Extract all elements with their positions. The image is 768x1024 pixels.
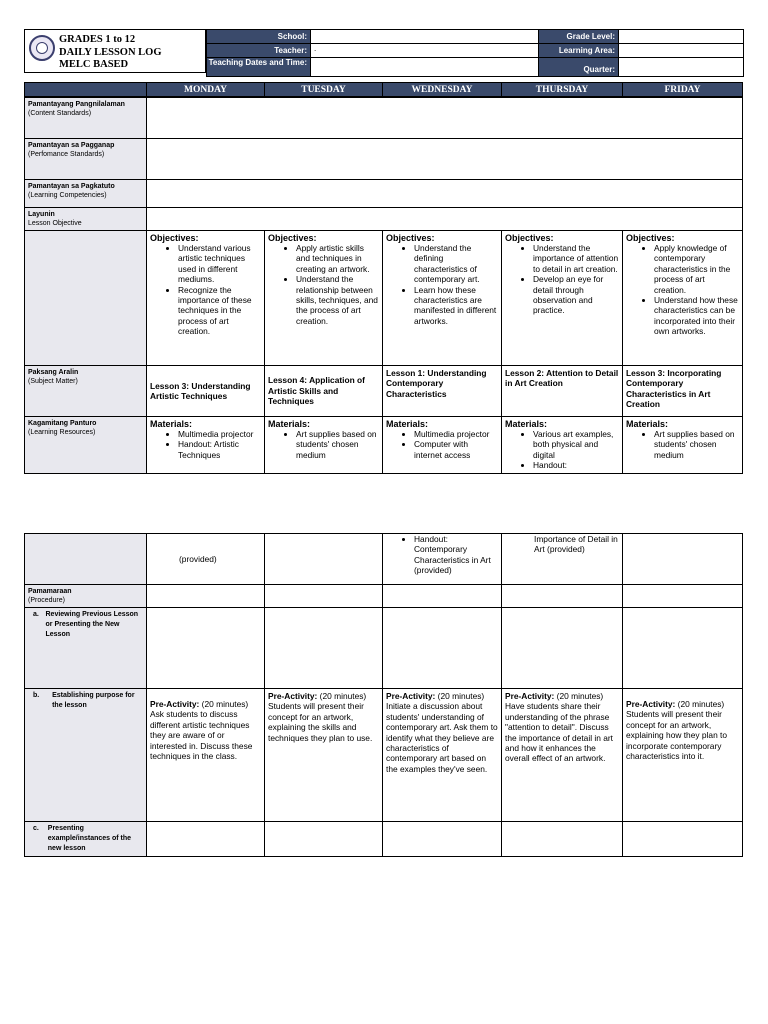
objective-item: • Recognize the importance of these techniques in the process of art creation. [178,285,261,337]
material-item: • Various art examples, both physical and digital [533,429,619,460]
lesson-log-table-page-1 [24,97,743,474]
objectives-heading: Objectives: [505,233,554,243]
resources-continued-tuesday [265,534,383,585]
pre-activity-label: Pre-Activity: [268,691,318,701]
material-item: • Handout: Contemporary Characteristics in Art (provided) [414,534,498,576]
school-field[interactable] [311,30,539,44]
reviewing-tuesday[interactable] [265,608,383,689]
objectives-friday [623,231,743,366]
reviewing-friday[interactable] [623,608,743,689]
day-header-blank [25,83,147,97]
material-item: • Art supplies based on students' chosen medium [654,429,739,460]
objectives-wednesday [383,231,502,366]
lesson-title-wednesday: Lesson 1: Understanding Contemporary Characteristics [383,366,502,417]
header-info-table [206,29,744,77]
objectives-tuesday [265,231,383,366]
procedure-tuesday[interactable] [265,585,383,608]
day-monday: MONDAY [147,83,265,97]
pre-activity-tuesday: Pre-Activity: (20 minutes) Students will present their concept for an artwork, explaining the skills and techniques they plan to use. [265,689,383,822]
objective-item: • Understand various artistic techniques used in different mediums. [178,243,261,285]
day-thursday: THURSDAY [502,83,623,97]
pre-activity-thursday: Pre-Activity: (20 minutes) Have students share their understanding of the phrase "attention to detail". Discuss the importance of detail in art and how it enhances the overall effect of an artwork. [502,689,623,822]
pre-activity-label: Pre-Activity: [626,699,676,709]
materials-tuesday [265,417,383,474]
quarter-field[interactable] [619,58,744,77]
objective-item: • Learn how these characteristics are manifested in different artworks. [414,285,498,327]
quarter-label: Quarter: [539,58,619,77]
presenting-friday[interactable] [623,822,743,857]
lesson-objective-cell[interactable] [147,208,743,231]
procedure-thursday[interactable] [502,585,623,608]
header-title-block [24,29,206,73]
content-standards-cell[interactable] [147,98,743,139]
lesson-title-thursday: Lesson 2: Attention to Detail in Art Creation [502,366,623,417]
procedure-wednesday[interactable] [383,585,502,608]
performance-standards-cell[interactable] [147,139,743,180]
objective-item: • Understand how these characteristics can be incorporated into their own artworks. [654,295,739,337]
objectives-heading: Objectives: [150,233,199,243]
grade-level-field[interactable] [619,30,744,44]
materials-heading: Materials: [626,419,669,429]
learning-competencies-label: Pamantayan sa Pagkatuto (Learning Competencies) [25,180,147,208]
performance-standards-label: Pamantayan sa Pagganap (Perfomance Standards) [25,139,147,180]
learning-area-label: Learning Area: [539,44,619,58]
objectives-heading: Objectives: [268,233,317,243]
learning-area-field[interactable] [619,44,744,58]
material-item: • Multimedia projector [414,429,498,439]
resources-continued-label [25,534,147,585]
school-label: School: [207,30,311,44]
pre-activity-label: Pre-Activity: [386,691,436,701]
procedure-label: Pamamaraan (Procedure) [25,585,147,608]
pre-activity-label: Pre-Activity: [505,691,555,701]
material-item: • Computer with internet access [414,439,498,460]
teaching-dates-field[interactable] [311,58,539,77]
objective-item: • Apply artistic skills and techniques in creating an artwork. [296,243,379,274]
materials-heading: Materials: [268,419,311,429]
resources-continued-monday: (provided) [147,534,265,585]
establishing-purpose-label: b. Establishing purpose for the lesson [25,689,147,822]
material-item: • Art supplies based on students' chosen medium [296,429,379,460]
objective-item: • Understand the defining characteristics of contemporary art. [414,243,498,285]
day-friday: FRIDAY [623,83,743,97]
pre-activity-friday: Pre-Activity: (20 minutes) Students will present their concept for an artwork, explaining how they plan to incorporate contemporary characteristics into it. [623,689,743,822]
objectives-monday [147,231,265,366]
lesson-log-table-page-2 [24,533,743,857]
lesson-objective-label: Layunin Lesson Objective [25,208,147,231]
reviewing-thursday[interactable] [502,608,623,689]
material-item: • Multimedia projector [178,429,261,439]
subject-matter-label: Paksang Aralin (Subject Matter) [25,366,147,417]
materials-heading: Materials: [150,419,193,429]
learning-competencies-cell[interactable] [147,180,743,208]
reviewing-monday[interactable] [147,608,265,689]
content-standards-label: Pamantayang Pangnilalaman (Content Standards) [25,98,147,139]
presenting-wednesday[interactable] [383,822,502,857]
day-wednesday: WEDNESDAY [383,83,502,97]
presenting-thursday[interactable] [502,822,623,857]
objectives-heading: Objectives: [626,233,675,243]
reviewing-wednesday[interactable] [383,608,502,689]
deped-seal-icon [29,35,55,61]
procedure-monday[interactable] [147,585,265,608]
materials-friday [623,417,743,474]
teacher-field[interactable]: . [311,44,539,58]
resources-continued-thursday: Importance of Detail in Art (provided) [502,534,623,585]
header-title-line-2: DAILY LESSON LOG [59,47,162,58]
learning-resources-label: Kagamitang Panturo (Learning Resources) [25,417,147,474]
pre-activity-monday: Pre-Activity: (20 minutes) Ask students to discuss different artistic techniques they are aware of or interested in. Discuss these techniques in the class. [147,689,265,822]
objectives-label-blank [25,231,147,366]
materials-heading: Materials: [505,419,548,429]
material-item: • Handout: Artistic Techniques [178,439,261,460]
materials-monday [147,417,265,474]
pre-activity-wednesday: Pre-Activity: (20 minutes) Initiate a discussion about students' understanding of contemporary art. Ask them to identify what they believe are characteristics of contemporary art based on the examples they've seen. [383,689,502,822]
resources-continued-wednesday [383,534,502,585]
objectives-heading: Objectives: [386,233,435,243]
materials-heading: Materials: [386,419,429,429]
header-title-line-1: GRADES 1 to 12 [59,34,136,45]
reviewing-lesson-label: a. Reviewing Previous Lesson or Presenting the New Lesson [25,608,147,689]
objective-item: • Develop an eye for detail through observation and practice. [533,274,619,316]
day-tuesday: TUESDAY [265,83,383,97]
lesson-title-monday: Lesson 3: Understanding Artistic Techniques [147,366,265,417]
objective-item: • Apply knowledge of contemporary characteristics in the process of art creation. [654,243,739,295]
lesson-title-tuesday: Lesson 4: Application of Artistic Skills and Techniques [265,366,383,417]
presenting-tuesday[interactable] [265,822,383,857]
day-header-row [24,82,743,97]
presenting-monday[interactable] [147,822,265,857]
teacher-label: Teacher: [207,44,311,58]
grade-level-label: Grade Level: [539,30,619,44]
objective-item: • Understand the importance of attention to detail in art creation. [533,243,619,274]
materials-wednesday [383,417,502,474]
objectives-thursday [502,231,623,366]
pre-activity-label: Pre-Activity: [150,699,200,709]
header-title-line-3: MELC BASED [59,59,129,70]
material-item: • Handout: [533,460,619,470]
objective-item: • Understand the relationship between skills, techniques, and the process of art creation. [296,274,379,326]
procedure-friday[interactable] [623,585,743,608]
materials-thursday [502,417,623,474]
resources-continued-friday [623,534,743,585]
lesson-title-friday: Lesson 3: Incorporating Contemporary Characteristics in Art Creation [623,366,743,417]
teaching-dates-label: Teaching Dates and Time: [207,58,311,77]
presenting-examples-label: c. Presenting example/instances of the new lesson [25,822,147,857]
